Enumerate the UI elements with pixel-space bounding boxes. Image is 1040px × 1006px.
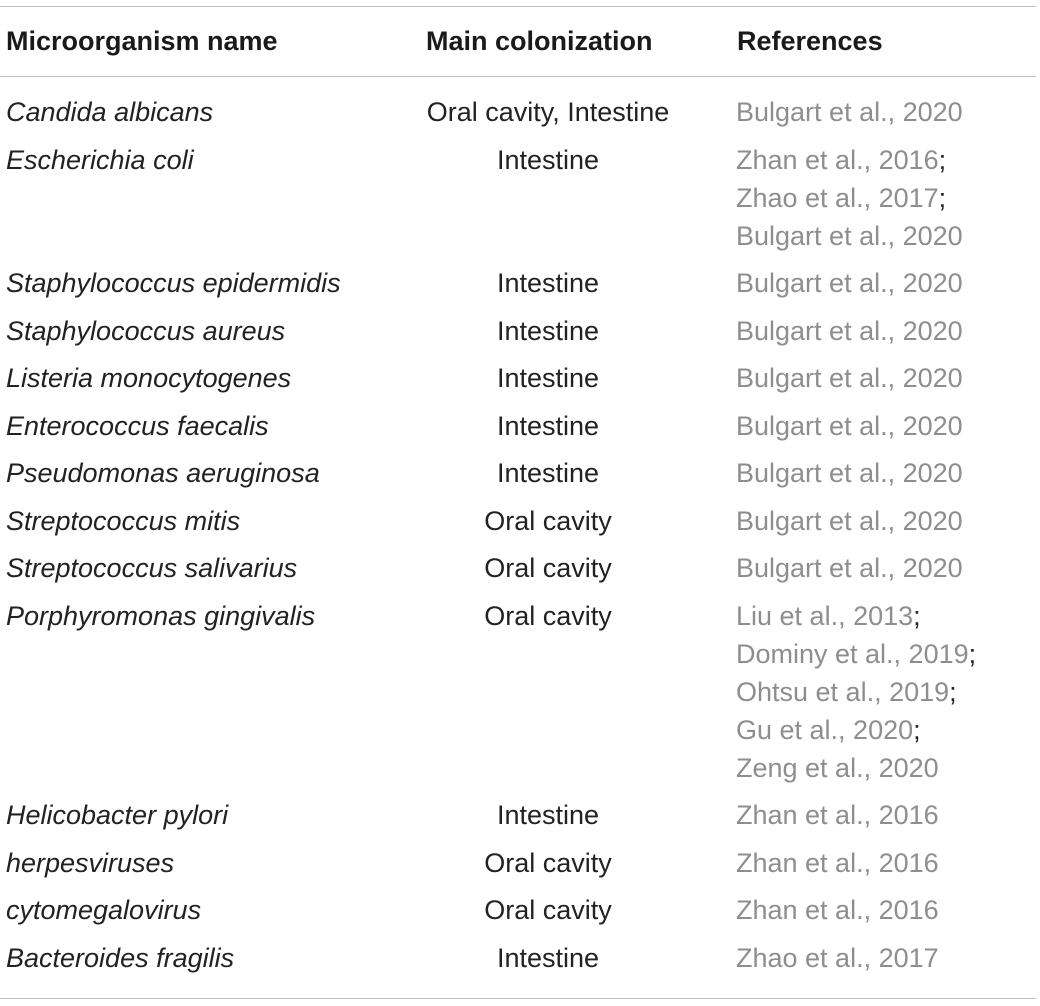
reference-separator: ; <box>913 714 921 745</box>
microorganism-name: cytomegalovirus <box>6 895 202 925</box>
main-colonization: Intestine <box>496 363 600 393</box>
references-cell <box>736 141 963 255</box>
microorganism-name: Candida albicans <box>6 97 214 127</box>
header-bottom-rule <box>0 76 1036 77</box>
references-cell <box>736 891 939 929</box>
microorganism-name: Staphylococcus aureus <box>6 315 286 346</box>
reference-link[interactable]: Ohtsu et al., 2019 <box>736 676 950 707</box>
reference-link[interactable]: Bulgart et al., 2020 <box>736 505 963 536</box>
reference-line <box>736 93 963 131</box>
reference-link[interactable]: Bulgart et al., 2020 <box>736 268 963 298</box>
reference-line <box>736 844 939 882</box>
references-cell <box>736 796 939 834</box>
main-colonization: Intestine <box>496 458 600 488</box>
table-top-rule <box>0 6 1036 7</box>
references-cell <box>736 312 963 350</box>
reference-line <box>736 796 939 834</box>
reference-line <box>736 502 963 540</box>
microorganism-name: Streptococcus mitis <box>6 505 241 536</box>
microorganism-name: herpesviruses <box>6 847 175 878</box>
reference-link[interactable]: Zhao et al., 2017 <box>736 182 939 213</box>
reference-separator: ; <box>938 144 947 175</box>
references-cell <box>736 844 939 882</box>
reference-line <box>736 597 976 635</box>
header-references: References <box>737 26 883 56</box>
references-cell <box>736 939 939 977</box>
microorganism-name: Bacteroides fragilis <box>6 942 235 973</box>
reference-line <box>736 312 963 350</box>
references-cell <box>736 93 963 131</box>
microorganism-name: Listeria monocytogenes <box>6 363 292 393</box>
reference-line <box>736 549 963 587</box>
reference-link[interactable]: Dominy et al., 2019 <box>736 638 969 669</box>
main-colonization: Oral cavity <box>484 553 612 583</box>
main-colonization: Oral cavity <box>484 600 612 631</box>
reference-link[interactable]: Bulgart et al., 2020 <box>736 410 963 441</box>
microorganism-name: Streptococcus salivarius <box>6 553 298 583</box>
microorganism-name: Porphyromonas gingivalis <box>6 600 316 631</box>
main-colonization: Oral cavity <box>484 895 612 925</box>
reference-line <box>736 359 963 397</box>
references-cell <box>736 549 963 587</box>
reference-line <box>736 217 963 255</box>
microorganism-name: Escherichia coli <box>6 144 194 175</box>
references-cell <box>736 454 963 492</box>
reference-link[interactable]: Bulgart et al., 2020 <box>736 315 963 346</box>
reference-separator: ; <box>913 600 921 631</box>
reference-link[interactable]: Bulgart et al., 2020 <box>736 553 963 583</box>
microorganism-name: Helicobacter pylori <box>6 800 229 830</box>
references-cell <box>736 597 976 787</box>
main-colonization: Oral cavity, Intestine <box>426 97 670 127</box>
microorganism-name: Pseudomonas aeruginosa <box>6 458 320 488</box>
reference-line <box>736 711 976 749</box>
main-colonization: Oral cavity <box>484 505 612 536</box>
reference-link[interactable]: Bulgart et al., 2020 <box>736 363 963 393</box>
microorganism-name: Enterococcus faecalis <box>6 410 269 441</box>
reference-link[interactable]: Zhan et al., 2016 <box>736 800 939 830</box>
references-cell <box>736 359 963 397</box>
reference-line <box>736 454 963 492</box>
reference-link[interactable]: Zhan et al., 2016 <box>736 144 939 175</box>
reference-link[interactable]: Gu et al., 2020 <box>736 714 914 745</box>
reference-line <box>736 407 963 445</box>
reference-link[interactable]: Bulgart et al., 2020 <box>736 97 963 127</box>
reference-link[interactable]: Zhao et al., 2017 <box>736 942 939 973</box>
reference-line <box>736 141 963 179</box>
references-cell <box>736 502 963 540</box>
main-colonization: Intestine <box>496 144 600 175</box>
reference-line <box>736 891 939 929</box>
reference-link[interactable]: Liu et al., 2013 <box>736 600 914 631</box>
reference-link[interactable]: Zhan et al., 2016 <box>736 895 939 925</box>
reference-link[interactable]: Zeng et al., 2020 <box>736 752 939 783</box>
main-colonization: Intestine <box>496 315 600 346</box>
references-cell <box>736 264 963 302</box>
main-colonization: Oral cavity <box>484 847 612 878</box>
reference-separator: ; <box>968 638 977 669</box>
reference-separator: ; <box>938 182 947 213</box>
main-colonization: Intestine <box>496 942 600 973</box>
reference-line <box>736 749 976 787</box>
reference-line <box>736 264 963 302</box>
reference-line <box>736 939 939 977</box>
header-microorganism-name: Microorganism name <box>6 26 278 56</box>
main-colonization: Intestine <box>496 800 600 830</box>
reference-separator: ; <box>949 676 957 707</box>
reference-line <box>736 673 976 711</box>
reference-link[interactable]: Bulgart et al., 2020 <box>736 458 963 488</box>
microorganism-name: Staphylococcus epidermidis <box>6 268 341 298</box>
references-cell <box>736 407 963 445</box>
reference-link[interactable]: Zhan et al., 2016 <box>736 847 939 878</box>
reference-line <box>736 635 976 673</box>
main-colonization: Intestine <box>496 410 600 441</box>
reference-line <box>736 179 963 217</box>
table-bottom-rule <box>0 998 1036 999</box>
main-colonization: Intestine <box>496 268 600 298</box>
header-main-colonization: Main colonization <box>426 26 653 56</box>
reference-link[interactable]: Bulgart et al., 2020 <box>736 220 963 251</box>
